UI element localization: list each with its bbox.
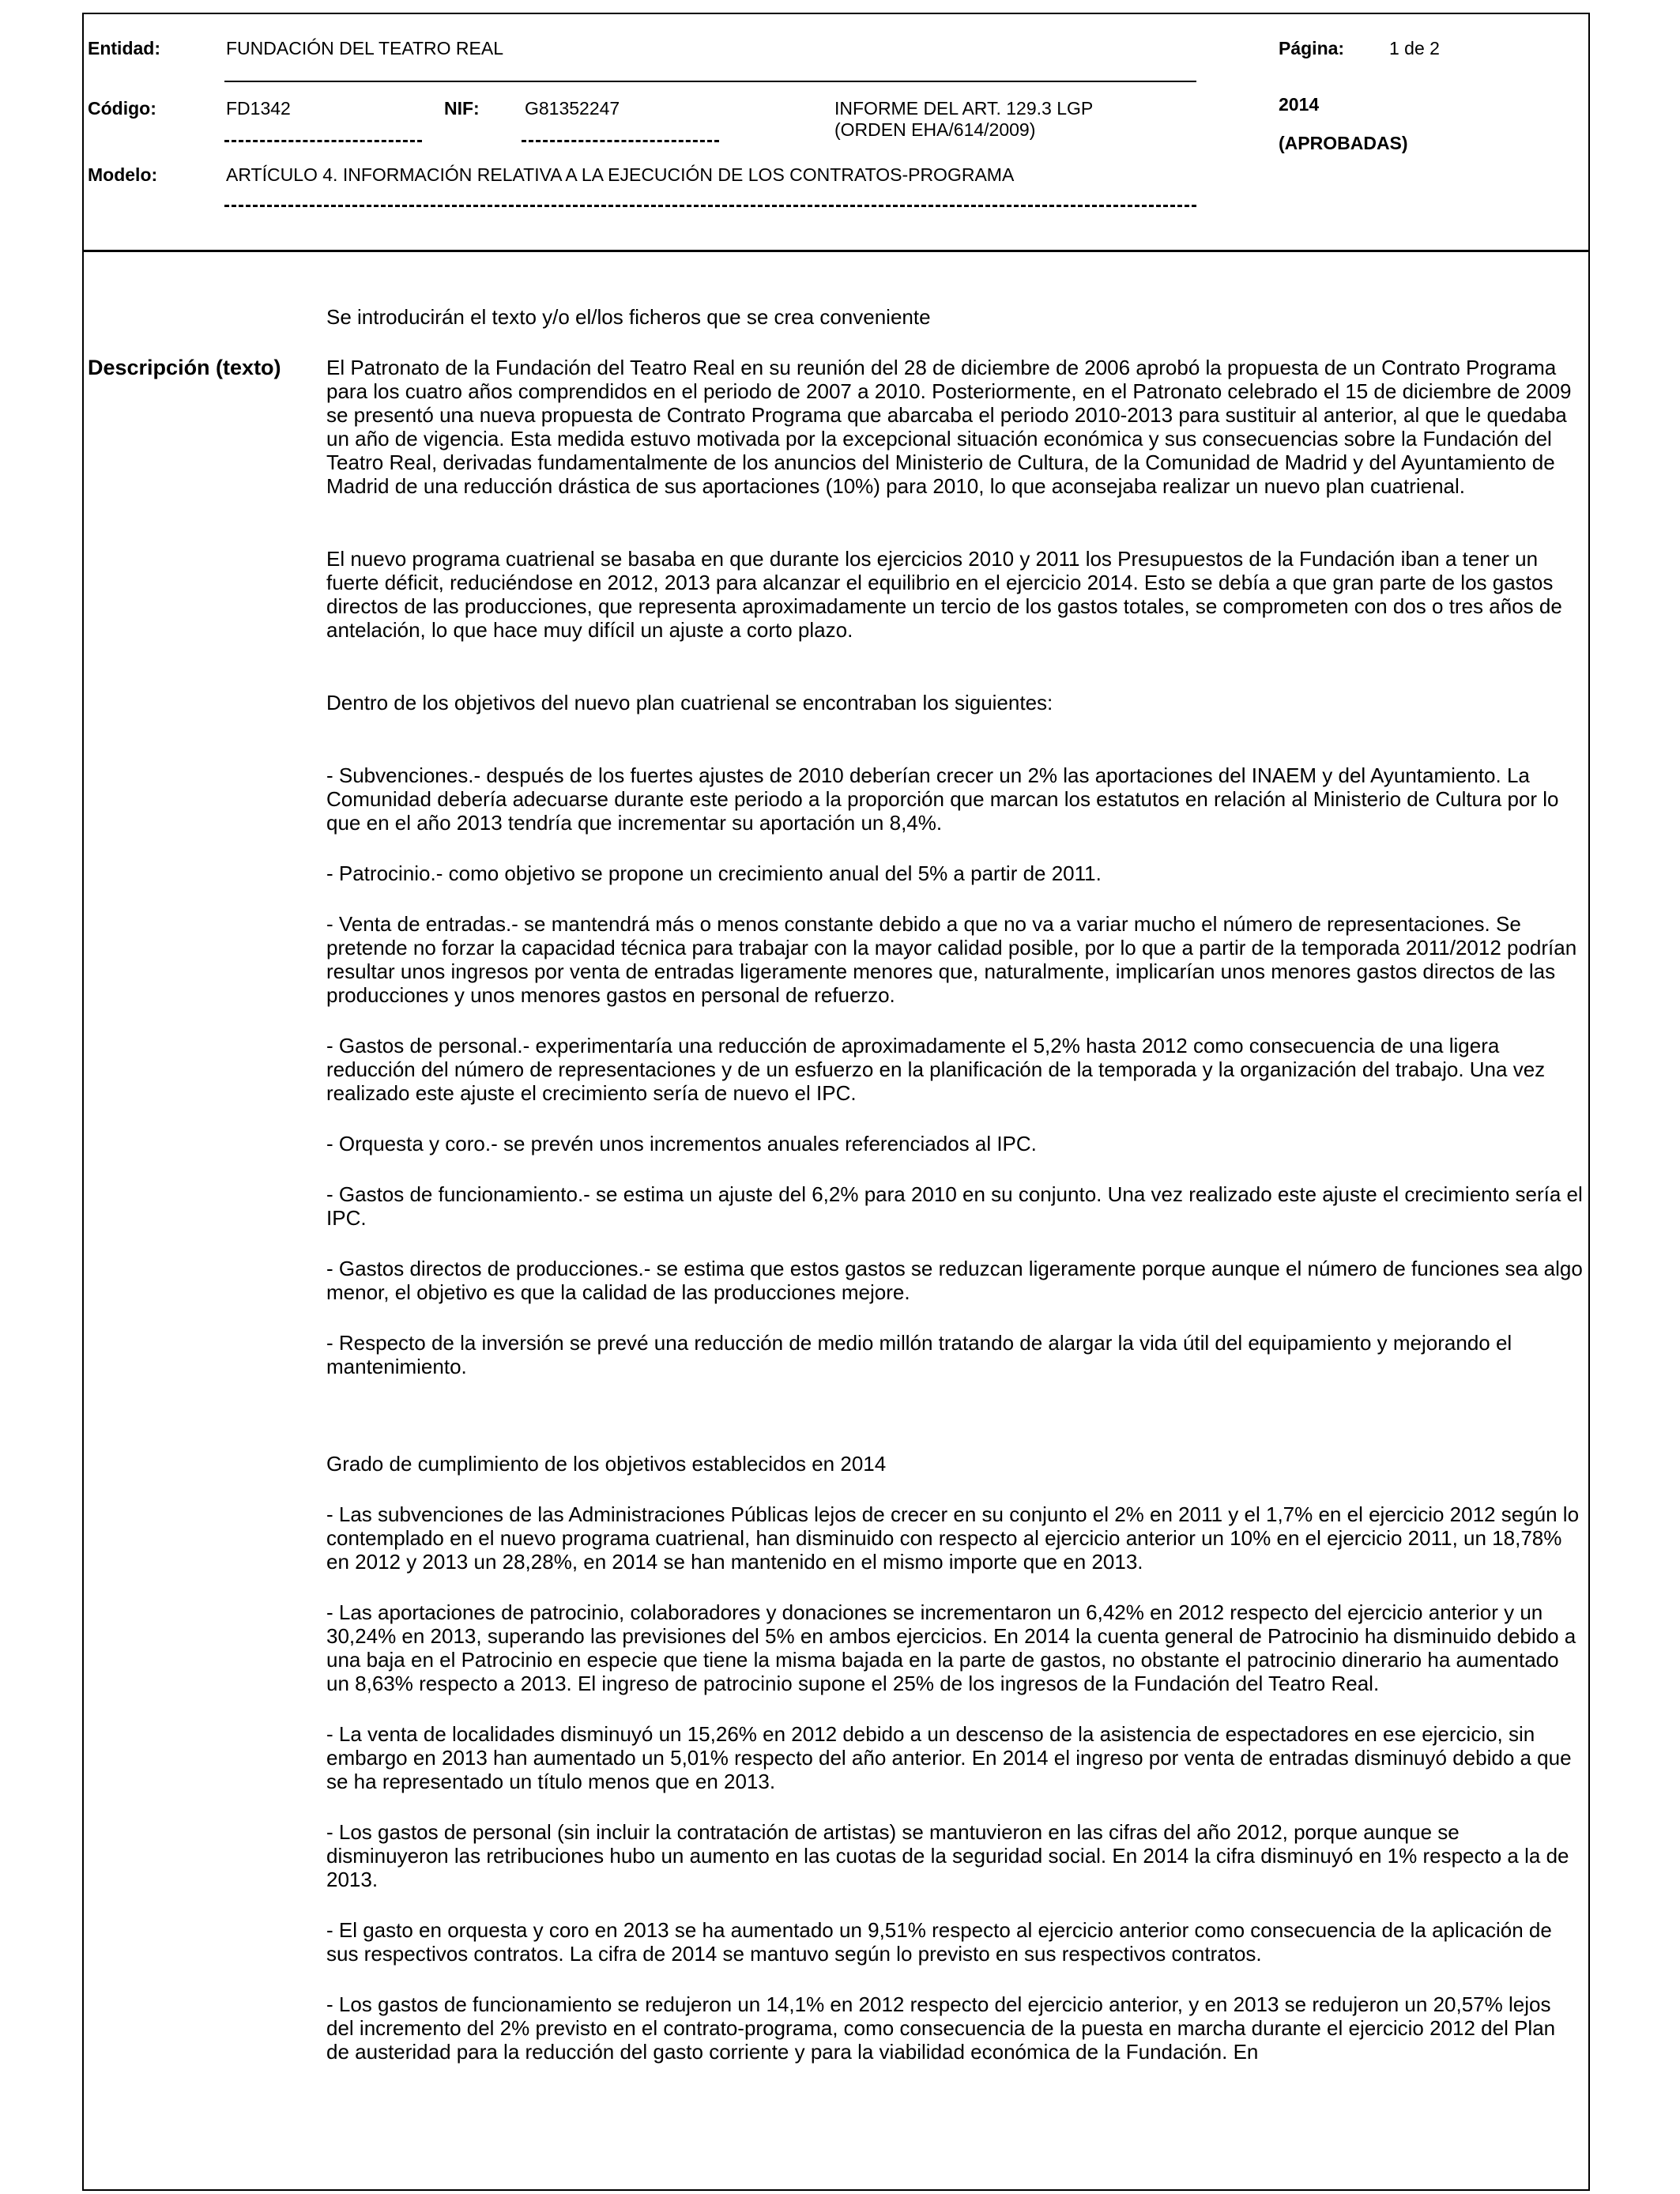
list-item: - Patrocinio.- como objetivo se propone un crecimiento anual del 5% a partir de 2011. [326, 861, 1102, 885]
list-item: - Subvenciones.- después de los fuertes ajustes de 2010 deberían crecer un 2% las aportaciones del INAEM y del Ayuntamiento. La Comunidad debería adecuarse durante este periodo a la proporción que marcan los estatutos en relación al Ministerio de Cultura por lo que en el año 2013 tendría que incrementar su aportación un 8,4%. [326, 763, 1559, 835]
subheading: Grado de cumplimiento de los objetivos establecidos en 2014 [326, 1452, 887, 1476]
nif-value: G81352247 [525, 98, 620, 119]
list-item: - Los gastos de personal (sin incluir la contratación de artistas) se mantuvieron en las cifras del año 2012, porque aunque se disminuyeron las retribuciones hubo un aumento en las cuotas de la seguridad social. En 2014 la cifra disminuyó en 1% respecto a la de 2013. [326, 1820, 1569, 1891]
codigo-value: FD1342 [226, 98, 291, 119]
section-label: Descripción (texto) [88, 356, 281, 379]
list-item: - Gastos de funcionamiento.- se estima un ajuste del 6,2% para 2010 en su conjunto. Una vez realizado este ajuste el crecimiento sería el IPC. [326, 1182, 1583, 1230]
intro-text: Se introducirán el texto y/o el/los ficheros que se crea conveniente [326, 305, 931, 329]
paragraph: Dentro de los objetivos del nuevo plan cuatrienal se encontraban los siguientes: [326, 691, 1053, 714]
pagina-label: Página: [1279, 38, 1345, 58]
entidad-underline [224, 81, 1196, 82]
header-separator [82, 250, 1590, 252]
codigo-label: Código: [88, 98, 156, 119]
list-item: - Respecto de la inversión se prevé una reducción de medio millón tratando de alargar la vida útil del equipamiento y mejorando el mantenimiento. [326, 1331, 1512, 1378]
list-item: - Las aportaciones de patrocinio, colaboradores y donaciones se incrementaron un 6,42% en 2012 respecto del ejercicio anterior y un 30,24% en 2013, superando las previsiones del 5% en ambos ejercicios. En 2014 la cuenta general de Patrocinio ha disminuido debido a una baja en el Patrocinio en especie que tiene la misma bajada en la parte de gastos, no obstante el patrocinio dinerario ha aumentado un 8,63% respecto a 2013. El ingreso de patrocinio supone el 25% de los ingresos de la Fundación del Teatro Real. [326, 1600, 1576, 1695]
entidad-value: FUNDACIÓN DEL TEATRO REAL [226, 38, 504, 58]
nif-underline [522, 140, 719, 142]
modelo-label: Modelo: [88, 164, 158, 185]
report-year: 2014 [1279, 94, 1320, 115]
list-item: - El gasto en orquesta y coro en 2013 se ha aumentado un 9,51% respecto al ejercicio anterior como consecuencia de la aplicación de sus respectivos contratos. La cifra de 2014 se mantuvo según lo previsto en sus respectivos contratos. [326, 1918, 1552, 1966]
description-body [326, 305, 1583, 2064]
paragraph: El Patronato de la Fundación del Teatro Real en su reunión del 28 de diciembre de 2006 aprobó la propuesta de un Contrato Programa para los cuatro años comprendidos en el periodo de 2007 a 2010. Posteriormente, en el Patronato celebrado el 15 de diciembre de 2009 se presentó una nueva propuesta de Contrato Programa que abarcaba el periodo 2010-2013 para sustituir al anterior, al que le quedaba un año de vigencia. Esta medida estuvo motivada por la excepcional situación económica y sus consecuencias sobre la Fundación del Teatro Real, derivadas fundamentalmente de los anuncios del Ministerio de Cultura, de la Comunidad de Madrid y del Ayuntamiento de Madrid de una reducción drástica de sus aportaciones (10%) para 2010, lo que aconsejaba realizar un nuevo plan cuatrienal. [326, 356, 1572, 498]
list-item: - Los gastos de funcionamiento se redujeron un 14,1% en 2012 respecto del ejercicio anterior, y en 2013 se redujeron un 20,57% lejos del incremento del 2% previsto en el contrato-programa, como consecuencia de la puesta en marcha durante el ejercicio 2012 del Plan de austeridad para la reducción del gasto corriente y para la viabilidad económica de la Fundación. En [326, 1992, 1556, 2064]
pagina-value: 1 de 2 [1389, 38, 1440, 58]
modelo-underline [224, 205, 1196, 207]
nif-label: NIF: [444, 98, 480, 119]
paragraph: El nuevo programa cuatrienal se basaba en que durante los ejercicios 2010 y 2011 los Presupuestos de la Fundación iban a tener un fuerte déficit, reduciéndose en 2012, 2013 para alcanzar el equilibrio en el ejercicio 2014. Esto se debía a que gran parte de los gastos directos de las producciones, que representa aproximadamente un tercio de los gastos totales, se comprometen con dos o tres años de antelación, lo que hace muy difícil un ajuste a corto plazo. [326, 547, 1562, 642]
list-item: - Venta de entradas.- se mantendrá más o menos constante debido a que no va a variar mucho el número de representaciones. Se pretende no forzar la capacidad técnica para trabajar con la mayor calidad posible, por lo que a partir de la temporada 2011/2012 podrían resultar unos ingresos por venta de entradas ligeramente menores que, naturalmente, implicarían unos menores gastos directos de las producciones y unos menores gastos en personal de refuerzo. [326, 912, 1577, 1007]
list-item: - Gastos de personal.- experimentaría una reducción de aproximadamente el 5,2% hasta 2012 como consecuencia de una ligera reducción del número de representaciones y de un esfuerzo en la planificación de la temporada y la organización del trabajo. Una vez realizado este ajuste el crecimiento sería de nuevo el IPC. [326, 1034, 1546, 1105]
informe-line-2: (ORDEN EHA/614/2009) [834, 119, 1036, 140]
entidad-label: Entidad: [88, 38, 160, 58]
report-status: (APROBADAS) [1279, 133, 1408, 153]
list-item: - Gastos directos de producciones.- se estima que estos gastos se reduzcan ligeramente porque aunque el número de funciones sea algo menor, el objetivo es que la calidad de las producciones mejore. [326, 1257, 1583, 1304]
informe-line-1: INFORME DEL ART. 129.3 LGP [834, 98, 1094, 119]
list-item: - La venta de localidades disminuyó un 15,26% en 2012 debido a un descenso de la asistencia de espectadores en ese ejercicio, sin embargo en 2013 han aumentado un 5,01% respecto del año anterior. En 2014 el ingreso por venta de entradas disminuyó debido a que se ha representado un título menos que en 2013. [326, 1722, 1572, 1793]
codigo-underline [224, 140, 422, 142]
modelo-value: ARTÍCULO 4. INFORMACIÓN RELATIVA A LA EJECUCIÓN DE LOS CONTRATOS-PROGRAMA [226, 164, 1015, 185]
list-item: - Las subvenciones de las Administraciones Públicas lejos de crecer en su conjunto el 2% en 2011 y el 1,7% en el ejercicio 2012 según lo contemplado en el nuevo programa cuatrienal, han disminuido con respecto al ejercicio anterior un 10% en el ejercicio 2011, un 18,78% en 2012 y 2013 un 28,28%, en 2014 se han mantenido en el mismo importe que en 2013. [326, 1502, 1580, 1574]
list-item: - Orquesta y coro.- se prevén unos incrementos anuales referenciados al IPC. [326, 1132, 1037, 1155]
